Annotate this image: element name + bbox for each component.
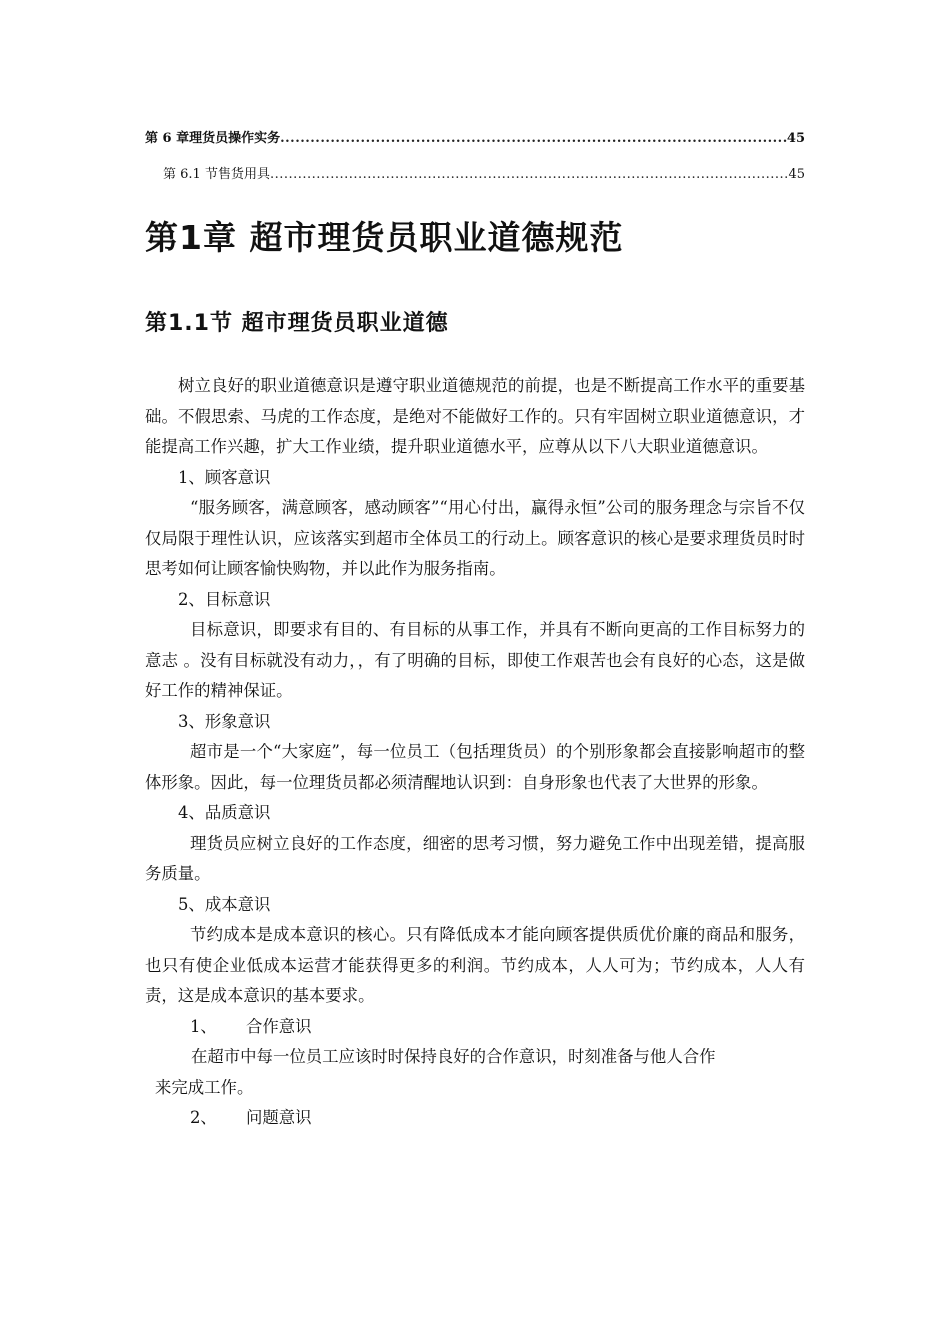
body-text bbox=[145, 371, 805, 1134]
item-heading-4: 4、品质意识 bbox=[178, 803, 271, 822]
item-heading-3: 3、形象意识 bbox=[178, 711, 271, 731]
item-number: 2、 bbox=[190, 1108, 217, 1127]
item-heading-5: 5、成本意识 bbox=[178, 894, 271, 914]
toc-page-number: 45 bbox=[788, 167, 805, 182]
toc-leader-dots bbox=[280, 131, 787, 146]
item-heading-1: 1、顾客意识 bbox=[178, 467, 271, 487]
item-heading-6 bbox=[145, 1012, 805, 1043]
intro-paragraph: 树立良好的职业道德意识是遵守职业道德规范的前提，也是不断提高工作水平的重要基础。不假思索、马虎的工作态度，是绝对不能做好工作的。只有牢固树立职业道德意识，才能提高工作兴趣，扩大工作业绩，提升职业道德水平，应尊从以下八大职业道德意识。 bbox=[145, 376, 805, 456]
toc-number: 第 6.1 节 bbox=[163, 167, 218, 182]
toc-page-number: 45 bbox=[786, 131, 805, 146]
item-text-5: 节约成本是成本意识的核心。只有降低成本才能向顾客提供质优价廉的商品和服务，也只有使企业低成本运营才能获得更多的利润。节约成本，人人可为；节约成本，人人有责，这是成本意识的基本要求。 bbox=[145, 925, 805, 1005]
chapter-heading: 第1章 超市理货员职业道德规范 bbox=[145, 218, 624, 257]
item-text-6-line1: 在超市中每一位员工应该时时保持良好的合作意识，时刻准备与他人合作 bbox=[191, 1047, 716, 1066]
toc-title: 售货用具 bbox=[217, 167, 270, 182]
item-text-6-line2: 来完成工作。 bbox=[155, 1077, 254, 1097]
toc-number: 第 6 章 bbox=[145, 131, 190, 146]
item-heading-2: 2、目标意识 bbox=[178, 589, 271, 609]
item-text-2: 目标意识，即要求有目的、有目标的从事工作，并具有不断向更高的工作目标努力的意志 。没有目标就没有动力，，有了明确的目标，即使工作艰苦也会有良好的心态，这是做好工作的精神保证。 bbox=[145, 620, 805, 700]
section-heading: 第1.1节 超市理货员职业道德 bbox=[145, 311, 449, 336]
item-text-1: “服务顾客，满意顾客，感动顾客”“用心付出，赢得永恒”公司的服务理念与宗旨不仅仅局限于理性认识，应该落实到超市全体员工的行动上。顾客意识的核心是要求理货员时时思考如何让顾客愉快购物，并以此作为服务指南。 bbox=[145, 498, 805, 578]
item-text-3: 超市是一个“大家庭”，每一位员工（包括理货员）的个别形象都会直接影响超市的整体形象。因此，每一位理货员都必须清醒地认识到：自身形象也代表了大世界的形象。 bbox=[145, 742, 805, 792]
item-text-4: 理货员应树立良好的工作态度，细密的思考习惯，努力避免工作中出现差错，提高服务质量。 bbox=[145, 833, 805, 883]
toc-leader-dots bbox=[270, 167, 788, 182]
item-heading-7 bbox=[145, 1103, 805, 1134]
toc-title: 理货员操作实务 bbox=[189, 131, 281, 146]
toc-entry-section-6-1[interactable] bbox=[163, 163, 805, 182]
item-number: 1、 bbox=[190, 1016, 217, 1036]
toc-entry-chapter-6[interactable] bbox=[145, 127, 805, 146]
item-heading-text: 问题意识 bbox=[246, 1108, 312, 1127]
item-heading-text: 合作意识 bbox=[246, 1016, 312, 1036]
